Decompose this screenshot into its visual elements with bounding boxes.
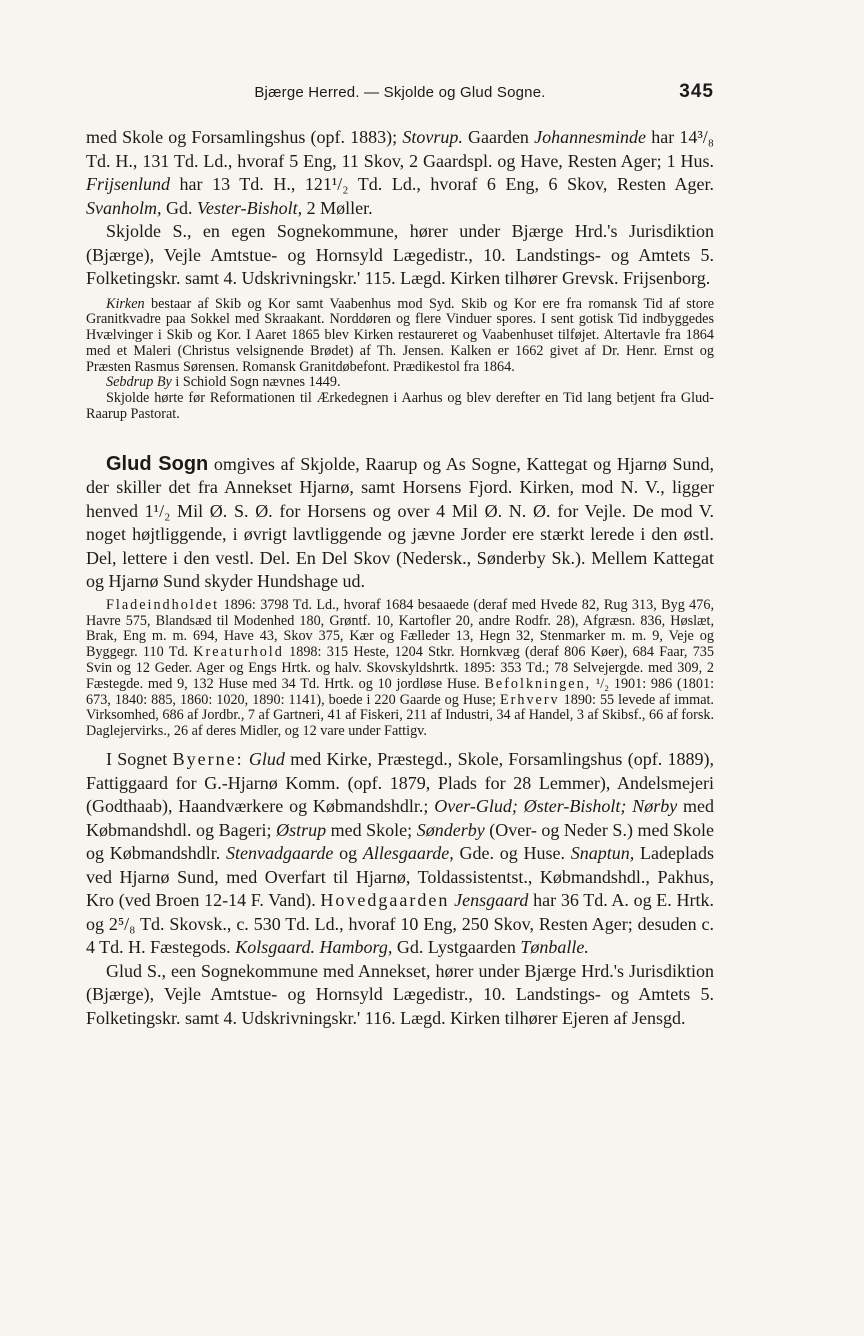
paragraph-reformation: Skjolde hørte før Reformationen til Ærkedegnen i Aarhus og blev derefter en Tid lang betjent fra Glud-Raarup Pastorat. (86, 390, 714, 423)
page-body (86, 126, 714, 1030)
paragraph-byerne: I Sognet Byerne: Glud med Kirke, Præstegd., Skole, Forsamlingshus (opf. 1889), Fattiggaard for G.-Hjarnø Komm. (opf. 1879, Plads for 28 Lemmer), Andelsmejeri (Godthaab), Haandværkere og Købmandshdlr.; Over-Glud; Øster-Bisholt; Nørby med Købmandshdl. og Bageri; Østrup med Skole; Sønderby (Over- og Neder S.) med Skole og Købmandshdlr. Stenvadgaarde og Allesgaarde, Gde. og Huse. Snaptun, Ladeplads ved Hjarnø Sund, med Overfart til Hjarnø, Toldassistentst., Købmandshdl., Pakhus, Kro (ved Broen 12-14 F. Vand). Hovedgaarden Jensgaard har 36 Td. A. og E. Hrtk. og 2⁵/₈ Td. Skovsk., c. 530 Td. Ld., hvoraf 10 Eng, 250 Skov, Resten Ager; desuden c. 4 Td. H. Fæstegods. Kolsgaard. Hamborg, Gd. Lystgaarden Tønballe. (86, 749, 715, 958)
page-header (86, 81, 714, 108)
paragraph-skjolde-sogn: Skjolde S., en egen Sognekommune, hører under Bjærge Hrd.'s Jurisdiktion (Bjærge), Vejle Amtstue- og Hornsyld Lægedistr., 10. Landstings- og Amtets 5. Folketingskr. samt 4. Udskrivningskr.' 115. Lægd. Kirken tilhører Grevsk. Frijsenborg. (86, 221, 714, 288)
page-number: 345 (679, 81, 714, 102)
paragraph-glud-kommune: Glud S., een Sognekommune med Annekset, hører under Bjærge Hrd.'s Jurisdiktion (Bjærge), Vejle Amtstue- og Hornsyld Lægedistr., 10. Landstings- og Amtets 5. Folketingskr. samt 4. Udskrivningskr.' 116. Lægd. Kirken tilhører Ejeren af Jensgd. (86, 960, 714, 1028)
paragraph-stovrup: med Skole og Forsamlingshus (opf. 1883); Stovrup. Gaarden Johannesminde har 14³/₈ Td. H., 131 Td. Ld., hvoraf 5 Eng, 11 Skov, 2 Gaardspl. og Have, Resten Ager; 1 Hus. Frijsenlund har 13 Td. H., 121¹/₂ Td. Ld., hvoraf 6 Eng, 6 Skov, Resten Ager. Svanholm, Gd. Vester-Bisholt, 2 Møller. (86, 127, 714, 218)
paragraph-sebdrup: Sebdrup By i Schiold Sogn nævnes 1449. (106, 374, 341, 391)
running-title: Bjærge Herred. — Skjolde og Glud Sogne. (254, 84, 546, 101)
section-title: Glud Sogn (106, 452, 209, 475)
paragraph-glud-sogn: Glud Sogn omgives af Skjolde, Raarup og As Sogne, Kattegat og Hjarnø Sund, der skiller det fra Annekset Hjarnø, samt Horsens Fjord. Kirken, mod N. V., ligger henved 1¹/₂ Mil Ø. S. Ø. for Horsens og over 4 Mil Ø. N. Ø. for Vejle. De mod V. noget højtliggende, i øvrigt lavtliggende og jævne Jorder ere stærkt lerede i den østl. Del, lettere i den vestl. Del. En Del Skov (Nedersk., Sønderby Sk.). Mellem Kattegat og Hjarnø Sund skyder Hundshage ud. (86, 452, 715, 592)
paragraph-kirken: Kirken bestaar af Skib og Kor samt Vaabenhus mod Syd. Skib og Kor ere fra romansk Tid af store Granitkvadre paa Sokkel med Skraakant. Norddøren og flere Vinduer spores. I sent gotisk Tid indbyggedes Hvælvinger i Skib og Kor. I Aaret 1865 blev Kirken restaureret og Vaabenhuset tilføjet. Altertavle fra 1864 med et Maleri (Christus velsignende Brødet) af Th. Jensen. Kalken er 1662 givet af Dr. Henr. Ernst og Præsten Rasmus Sørensen. Romansk Granitdøbefont. Prædikestol fra 1864. (86, 295, 714, 375)
paragraph-statistics: Fladeindholdet 1896: 3798 Td. Ld., hvoraf 1684 besaaede (deraf med Hvede 82, Rug 313, Byg 476, Havre 575, Blandsæd til Modenhed 180, Grøntf. 10, Kartofler 20, andre Rodfr. 28), Afgræsn. 836, Høslæt, Brak, Eng m. m. 694, Have 43, Skov 375, Kær og Fælleder 13, Hegn 32, Stenmarker m. m. 9, Veje og Byggegr. 110 Td. Kreaturhold 1898: 315 Heste, 1204 Stkr. Hornkvæg (deraf 806 Køer), 684 Faar, 735 Svin og 12 Geder. Ager og Engs Hrtk. og halv. Skovskyldshrtk. 1895: 353 Td.; 78 Selvejergde. med 309, 2 Fæstegde. med 9, 132 Huse med 34 Td. Hrtk. og 10 jordløse Huse. Befolkningen, ¹/₂ 1901: 986 (1801: 673, 1840: 885, 1860: 1020, 1890: 1141), boede i 220 Gaarde og Huse; Erhverv 1890: 55 levede af immat. Virksomhed, 686 af Jordbr., 7 af Gartneri, 41 af Fiskeri, 211 af Industri, 34 af Handel, 3 af Skibsf., 66 af forsk. Daglejervirks., 26 af deres Midler, og 12 vare under Fattigv. (86, 596, 715, 740)
